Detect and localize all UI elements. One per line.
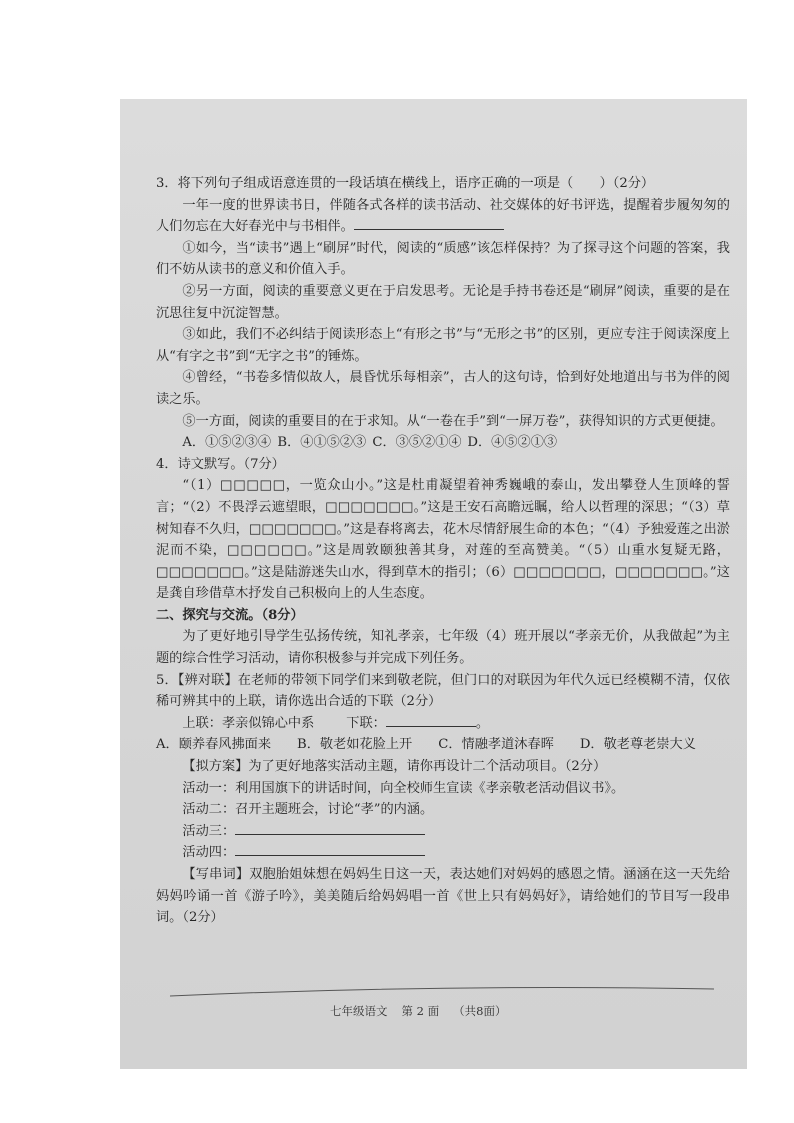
sentence-5: ⑤一方面，阅读的重要目的在于求知。从“一卷在手”到“一屏万卷”，获得知识的方式更便捷。 [182,413,724,429]
question-4-stem: 4．诗文默写。（7分） [156,456,285,472]
activity-1: 活动一：利用国旗下的讲话时间，向全校师生宣读《孝亲敬老活动倡议书》。 [182,780,625,796]
footer-page: 第 2 面 [401,1004,440,1018]
activity-4: 活动四： [156,842,730,864]
plan-intro: 【拟方案】为了更好地落实活动主题，请你再设计二个活动项目。（2分） [182,759,607,775]
couplet-options [156,734,730,756]
couplet-line: 上联：孝亲似锦心中系 下联： 。 [182,715,490,731]
activity-4-blank[interactable] [235,855,425,856]
page-footer [330,1003,590,1019]
footer-total: （共8面） [453,1004,507,1018]
sentence-2: ②另一方面，阅读的重要意义更在于启发思考。无论是手持书卷还是“刷屏”阅读，重要的是在沉思往复中沉淀智慧。 [156,283,730,321]
lower-couplet-blank[interactable] [386,726,476,727]
footer-subject: 七年级语文 [330,1004,388,1018]
lower-couplet-label: 下联： [346,715,386,731]
activity-2: 活动二：召开主题班会，讨论“孝”的内涵。 [182,802,434,818]
question-4-body: “（1）□□□□□，一览众山小。”这是杜甫凝望着神秀巍峨的泰山，发出攀登人生顶峰的誓言；“（2）不畏浮云遮望眼，□□□□□□□。”这是王安石高瞻远瞩，给人以哲理的深思；“（3）草树知春不久归，□□□□□□□。”这是春将离去，花木尽情舒展生命的本色；“（4）予独爱莲之出淤泥而不染，□□□□□□。”这是周敦颐独善其身，对莲的至高赞美。“（5）山重水复疑无路，□□□□□□□。”这是陆游迷失山水，得到草木的指引；（6）□□□□□□□，□□□□□□□。”这是龚自珍借草木抒发自己积极向上的人生态度。 [156,478,730,602]
sentence-4: ④曾经，“书卷多情似故人，晨昏忧乐每相亲”，古人的这句诗，恰到好处地道出与书为伴的阅读之乐。 [156,370,730,407]
question-3-options [156,432,730,454]
sentence-3: ③如此，我们不必纠结于阅读形态上“有形之书”与“无形之书”的区别，更应专注于阅读深度上从“有字之书”到“无字之书”的锤炼。 [156,327,730,364]
question-3-stem: 3．将下列句子组成语意连贯的一段话填在横线上，语序正确的一项是（ ）（2分） [156,176,655,191]
option-d[interactable]: D．④⑤②①③ [467,435,558,451]
option-c[interactable]: C．③⑤②①④ [372,435,462,451]
upper-couplet: 上联：孝亲似锦心中系 [182,715,315,731]
lyric-task: 【写串词】双胞胎姐妹想在妈妈生日这一天，表达她们对妈妈的感恩之情。涵涵在这一天先给妈妈吟诵一首《游子吟》，美美随后给妈妈唱一首《世上只有妈妈好》，请给她们的节目写一段串词。（2分） [156,867,730,926]
section-2-intro: 为了更好地引导学生弘扬传统，知礼孝亲，七年级（4）班开展以“孝亲无价，从我做起”为主题的综合性学习活动，请你积极参与并完成下列任务。 [156,629,730,667]
option-b[interactable]: B．④①⑤②③ [277,435,367,451]
exam-content [156,173,730,929]
couplet-option-c[interactable]: C．情融孝道沐春晖 [438,737,554,753]
exam-paper-sheet [120,99,747,1069]
section-2-title: 二、探究与交流。（8分） [156,607,304,623]
activity-3-blank[interactable] [235,834,425,835]
sentence-1: ①如今，当“读书”遇上“刷屏”时代，阅读的“质感”该怎样保持？为了探寻这个问题的答案，我们不妨从读书的意义和价值入手。 [156,240,730,278]
question-5-stem: 5．【辨对联】在老师的带领下同学们来到敬老院，但门口的对联因为年代久远已经模糊不清，仅依稀可辨其中的上联，请你选出合适的下联（2分） [156,672,730,710]
couplet-option-d[interactable]: D．敬老尊老崇大义 [579,737,696,753]
footer-divider [170,986,714,998]
option-a[interactable]: A．①⑤②③④ [182,435,272,451]
answer-blank[interactable] [354,229,504,230]
couplet-option-b[interactable]: B．敬老如花脸上开 [297,737,413,753]
couplet-option-a[interactable]: A．颐养春风拂面来 [156,737,272,753]
question-3-intro: 一年一度的世界读书日，伴随各式各样的读书活动、社交媒体的好书评选，提醒着步履匆匆的人们勿忘在大好春光中与书相伴。 [156,197,730,235]
activity-3: 活动三： [156,821,730,843]
